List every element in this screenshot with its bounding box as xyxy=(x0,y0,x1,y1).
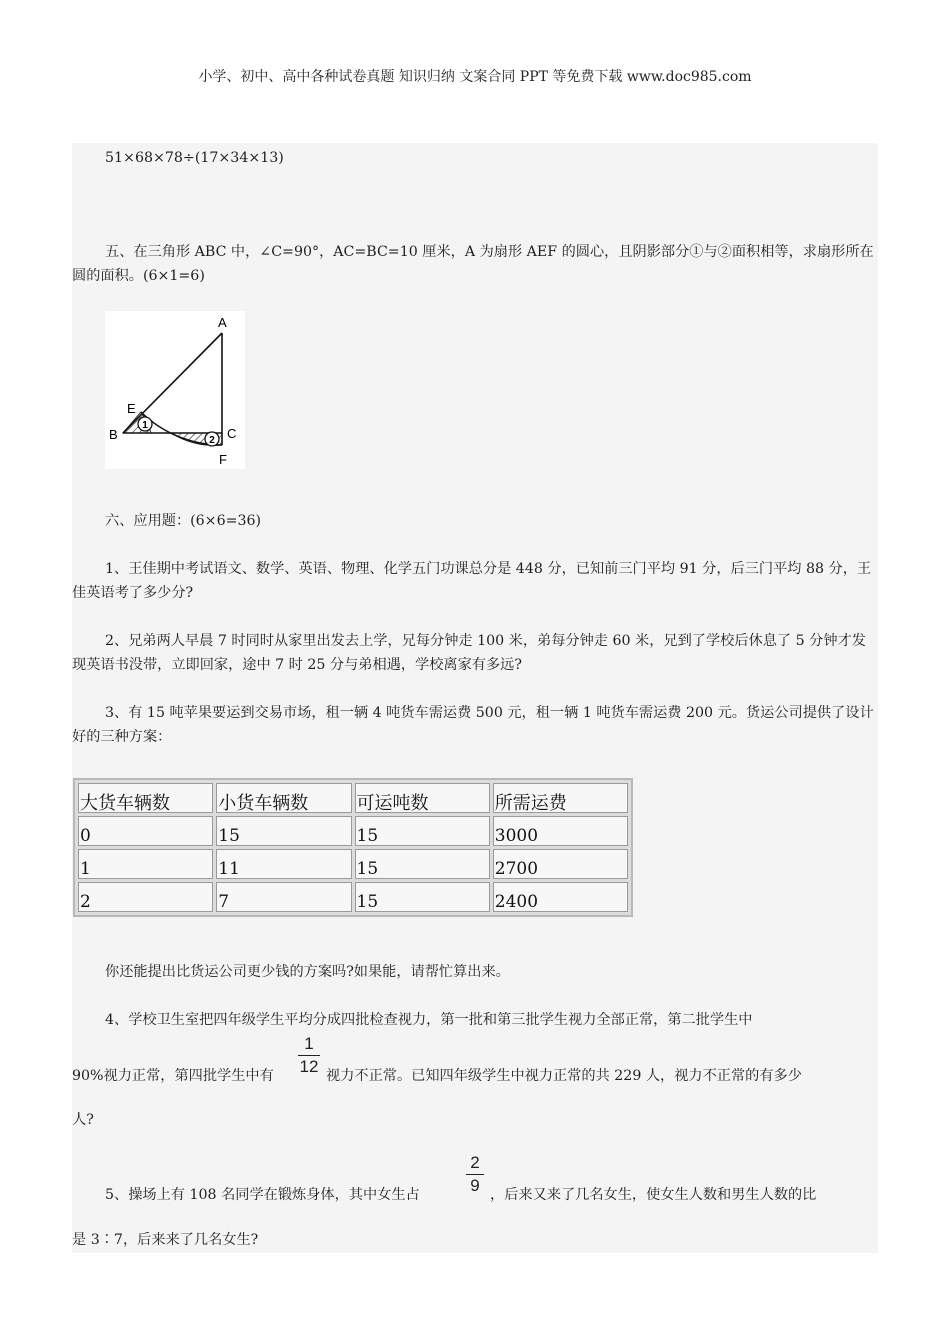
table-cell: 15 xyxy=(355,816,490,846)
table-row xyxy=(78,882,628,912)
table-cell: 15 xyxy=(216,816,351,846)
table-header-cell: 所需运费 xyxy=(493,783,628,813)
table-cell: 3000 xyxy=(493,816,628,846)
table-header-cell: 大货车辆数 xyxy=(78,783,213,813)
question-3: 3、有 15 吨苹果要运到交易市场，租一辆 4 吨货车需运费 500 元，租一辆 1 吨货车需运费 200 元。货运公司提供了设计好的三种方案： xyxy=(72,705,874,745)
fraction-denominator: 9 xyxy=(470,1176,480,1195)
label-f: F xyxy=(219,452,227,467)
table-cell: 2400 xyxy=(493,882,628,912)
question-4-line3: 人? xyxy=(72,1112,94,1128)
table-cell: 15 xyxy=(355,849,490,879)
page-header: 小学、初中、高中各种试卷真题 知识归纳 文案合同 PPT 等免费下载 www.doc985.com xyxy=(198,69,752,85)
question-5-part-a: 5、操场上有 108 名同学在锻炼身体，其中女生占 xyxy=(105,1187,420,1203)
plan-table xyxy=(73,778,633,917)
label-b: B xyxy=(109,427,118,442)
question-2: 2、兄弟两人早晨 7 时同时从家里出发去上学，兄每分钟走 100 米，弟每分钟走 60 米，兄到了学校后休息了 5 分钟才发现英语书没带，立即回家，途中 7 时 25 分与弟相遇，学校离家有多远? xyxy=(72,633,866,673)
triangle-figure xyxy=(105,311,245,469)
question-4-part-b: 视力不正常。已知四年级学生中视力正常的共 229 人，视力不正常的有多少 xyxy=(326,1068,802,1084)
table-header-cell: 可运吨数 xyxy=(355,783,490,813)
table-header-cell: 小货车辆数 xyxy=(216,783,351,813)
fraction-numerator: 1 xyxy=(304,1034,314,1053)
table-header-row xyxy=(78,783,628,813)
table-row xyxy=(78,849,628,879)
label-a: A xyxy=(218,315,227,330)
fraction-two-ninths xyxy=(466,1153,484,1196)
region-2-label: 2 xyxy=(209,435,215,446)
section5-question: 五、在三角形 ABC 中，∠C=90°，AC=BC=10 厘米，A 为扇形 AEF 的圆心，且阴影部分①与②面积相等，求扇形所在圆的面积。(6×1=6) xyxy=(72,244,874,284)
fraction-one-twelfth xyxy=(298,1034,320,1077)
table-cell: 0 xyxy=(78,816,213,846)
question-3-followup: 你还能提出比货运公司更少钱的方案吗?如果能，请帮忙算出来。 xyxy=(105,964,510,980)
table-row xyxy=(78,816,628,846)
label-e: E xyxy=(127,401,136,416)
region-1-label: 1 xyxy=(142,420,148,431)
fraction-denominator: 12 xyxy=(299,1057,319,1076)
question-4-line1: 4、学校卫生室把四年级学生平均分成四批检查视力，第一批和第三批学生视力全部正常，第二批学生中 xyxy=(105,1012,753,1028)
side-ab xyxy=(123,333,222,433)
math-expression: 51×68×78÷(17×34×13) xyxy=(105,150,284,166)
label-c: C xyxy=(227,426,237,441)
question-4-part-a: 90%视力正常，第四批学生中有 xyxy=(72,1068,274,1084)
table-cell: 2 xyxy=(78,882,213,912)
fraction-numerator: 2 xyxy=(470,1153,480,1172)
question-1: 1、王佳期中考试语文、数学、英语、物理、化学五门功课总分是 448 分，已知前三门平均 91 分，后三门平均 88 分，王佳英语考了多少分? xyxy=(72,561,872,601)
question-5-line2: 是 3∶7，后来来了几名女生? xyxy=(72,1232,259,1248)
question-5-part-b: ，后来又来了几名女生，使女生人数和男生人数的比 xyxy=(490,1187,817,1203)
table-cell: 11 xyxy=(216,849,351,879)
table-cell: 1 xyxy=(78,849,213,879)
table-cell: 7 xyxy=(216,882,351,912)
triangle-diagram xyxy=(105,311,245,469)
table-cell: 2700 xyxy=(493,849,628,879)
section6-title: 六、应用题：(6×6=36) xyxy=(105,513,262,529)
table-cell: 15 xyxy=(355,882,490,912)
